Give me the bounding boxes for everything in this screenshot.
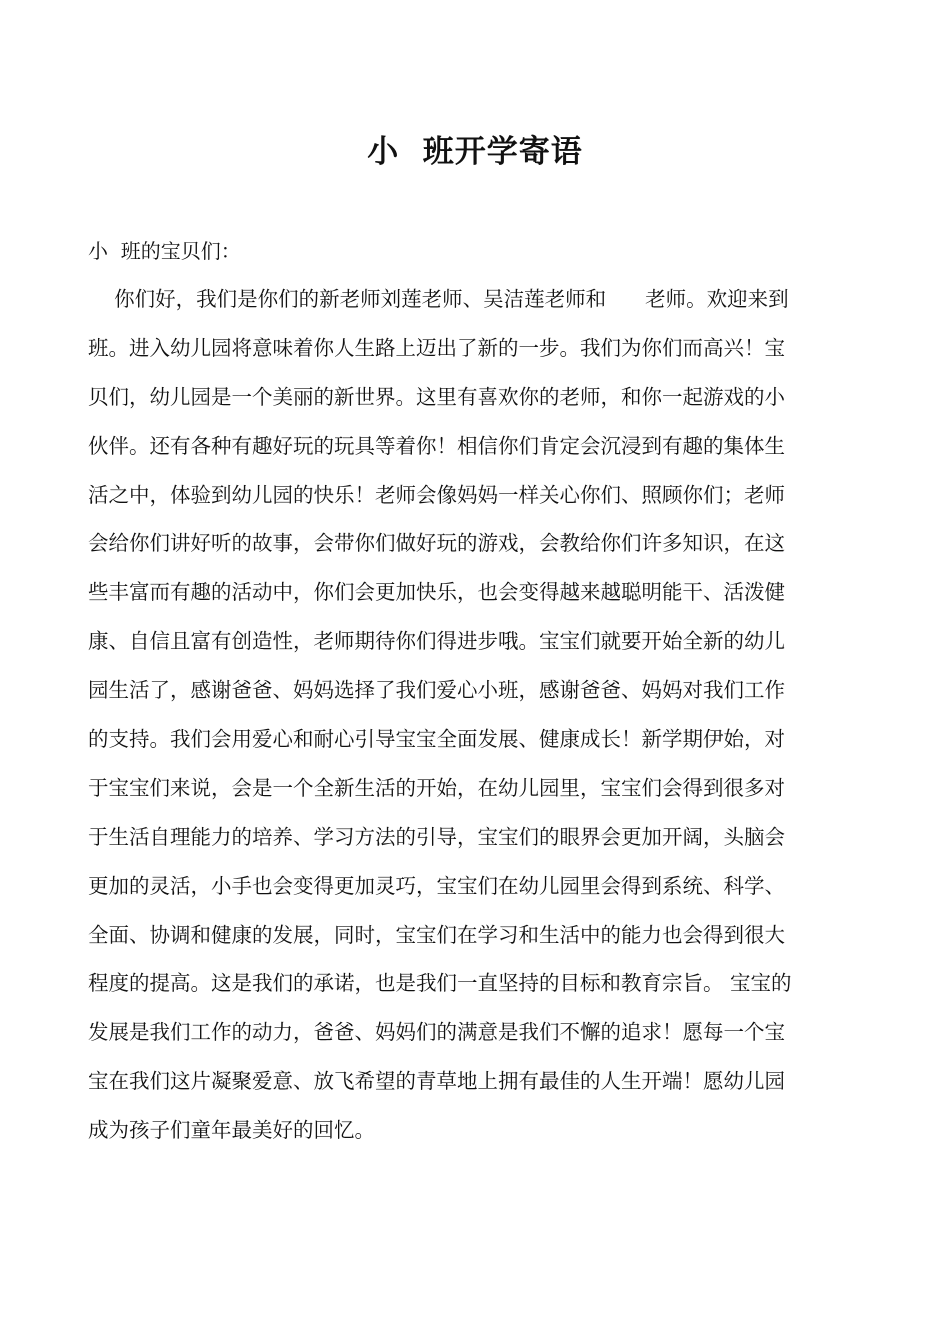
body-line: 的支持。我们会用爱心和耐心引导宝宝全面发展、健康成长！新学期伊始，对 [88,727,785,752]
body-paragraph [88,284,868,1164]
body-line: 宝在我们这片凝聚爱意、放飞希望的青草地上拥有最佳的人生开端！愿幼儿园 [88,1069,785,1094]
body-line: 更加的灵活，小手也会变得更加灵巧，宝宝们在幼儿园里会得到系统、科学、 [88,873,785,898]
body-line: 班。进入幼儿园将意味着你人生路上迈出了新的一步。我们为你们而高兴！宝 [88,335,785,360]
page-title: 小 班开学寄语 [367,134,583,170]
salutation: 小 班的宝贝们： [88,239,241,263]
body-line: 程度的提高。这是我们的承诺，也是我们一直坚持的目标和教育宗旨。 宝宝的 [88,971,792,996]
body-line: 活之中，体验到幼儿园的快乐！老师会像妈妈一样关心你们、照顾你们；老师 [88,482,785,507]
body-line: 些丰富而有趣的活动中，你们会更加快乐，也会变得越来越聪明能干、活泼健 [88,580,785,605]
body-line: 园生活了，感谢爸爸、妈妈选择了我们爱心小班，感谢爸爸、妈妈对我们工作 [88,678,785,703]
body-line: 康、自信且富有创造性，老师期待你们得进步哦。宝宝们就要开始全新的幼儿 [88,629,785,654]
body-line: 发展是我们工作的动力，爸爸、妈妈们的满意是我们不懈的追求！愿每一个宝 [88,1020,785,1045]
body-line: 全面、协调和健康的发展，同时，宝宝们在学习和生活中的能力也会得到很大 [88,922,785,947]
body-line: 伙伴。还有各种有趣好玩的玩具等着你！相信你们肯定会沉浸到有趣的集体生 [88,433,785,458]
body-line: 你们好，我们是你们的新老师刘莲老师、吴洁莲老师和 老师。欢迎来到 [88,287,789,311]
body-line: 于宝宝们来说，会是一个全新生活的开始，在幼儿园里，宝宝们会得到很多对 [88,775,785,800]
body-line: 贝们，幼儿园是一个美丽的新世界。这里有喜欢你的老师，和你一起游戏的小 [88,384,785,409]
body-line: 会给你们讲好听的故事，会带你们做好玩的游戏，会教给你们许多知识，在这 [88,531,785,556]
body-line: 成为孩子们童年最美好的回忆。 [88,1118,375,1143]
body-line: 于生活自理能力的培养、学习方法的引导，宝宝们的眼界会更加开阔，头脑会 [88,824,785,849]
